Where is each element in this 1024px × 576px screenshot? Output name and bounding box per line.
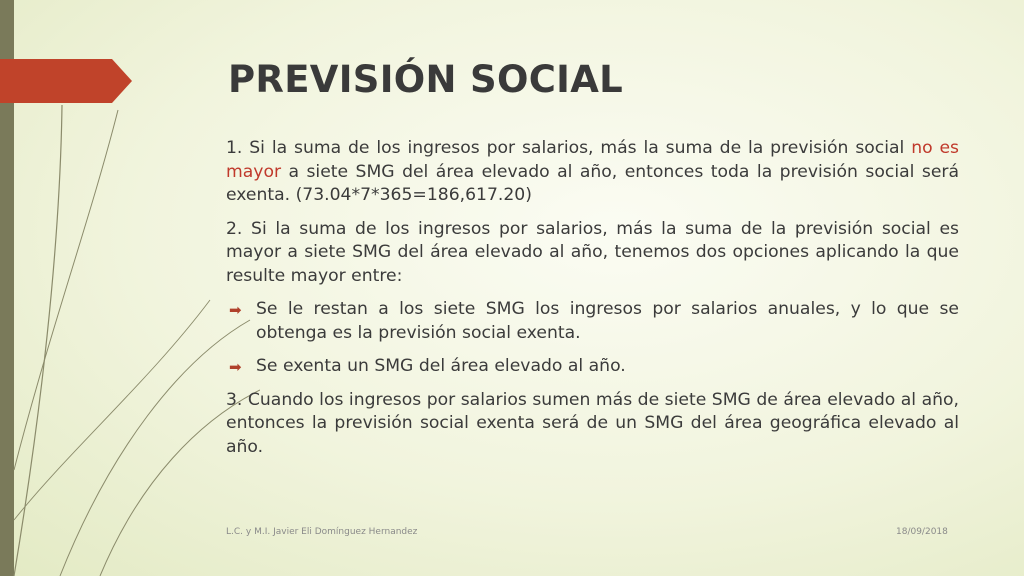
slide-body <box>226 137 959 469</box>
footer-date: 18/09/2018 <box>896 527 948 537</box>
bullet-item-2-text: Se exenta un SMG del área elevado al año. <box>256 356 626 376</box>
highlight-no-es-mayor: no es mayor <box>226 138 959 182</box>
arrow-bullet-icon: ➡ <box>229 301 242 319</box>
bullet-item-1 <box>226 298 959 345</box>
paragraph-1-text: 1. Si la suma de los ingresos por salarios, más la suma de la previsión social <box>226 138 912 158</box>
paragraph-2: 2. Si la suma de los ingresos por salarios, más la suma de la previsión social es mayor a siete SMG del área elevado al año, tenemos dos opciones aplicando la que resulte mayor entre: <box>226 218 959 286</box>
bullet-item-2 <box>226 355 959 379</box>
bullet-item-1-text: Se le restan a los siete SMG los ingresos por salarios anuales, y lo que se obtenga es la previsión social exenta. <box>256 299 959 343</box>
arrow-bullet-icon: ➡ <box>229 358 242 376</box>
paragraph-1 <box>226 137 959 208</box>
paragraph-1-text-end: a siete SMG del área elevado al año, entonces toda la previsión social será exenta. (73.04*7*365=186,617.20) <box>226 161 959 205</box>
footer-author: L.C. y M.I. Javier Eli Domínguez Hernandez <box>226 527 418 537</box>
title-accent-arrow <box>0 59 132 103</box>
paragraph-3: 3. Cuando los ingresos por salarios sumen más de siete SMG de área elevado al año, entonces la previsión social exenta será de un SMG del área geográfica elevado al año. <box>226 389 959 457</box>
slide-title: PREVISIÓN SOCIAL <box>228 58 624 101</box>
